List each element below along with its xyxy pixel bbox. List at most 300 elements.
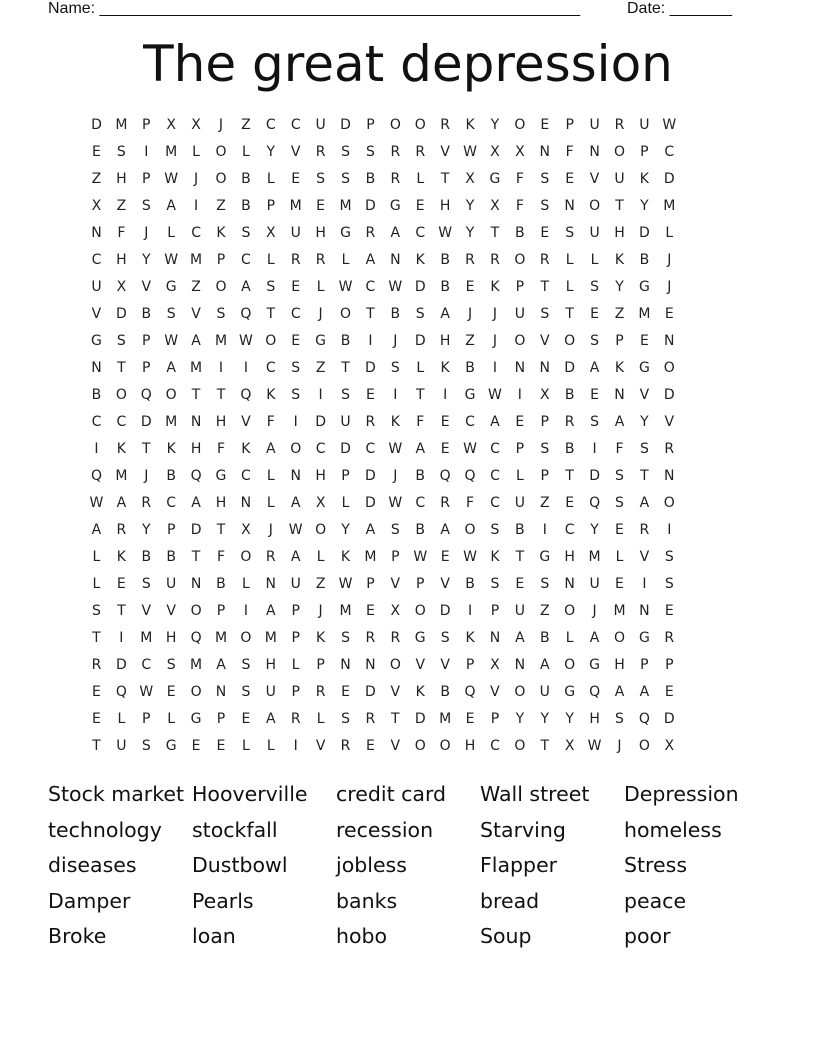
grid-letter[interactable]: X (539, 387, 550, 403)
grid-letter[interactable]: E (291, 279, 301, 295)
grid-letter[interactable]: L (316, 549, 325, 565)
grid-letter[interactable]: B (365, 171, 376, 187)
grid-letter[interactable]: Q (140, 387, 152, 403)
grid-letter[interactable]: Y (515, 711, 525, 727)
grid-letter[interactable]: T (565, 468, 574, 484)
grid-letter[interactable]: W (388, 279, 403, 295)
grid-letter[interactable]: X (166, 117, 176, 133)
grid-letter[interactable]: X (465, 171, 475, 187)
grid-letter[interactable]: K (490, 279, 500, 295)
grid-letter[interactable]: A (589, 360, 600, 376)
grid-letter[interactable]: A (390, 225, 401, 241)
grid-letter[interactable]: K (166, 441, 176, 457)
grid-letter[interactable]: V (539, 333, 550, 349)
word-search-grid[interactable] (84, 112, 732, 760)
grid-letter[interactable]: H (215, 414, 227, 430)
grid-letter[interactable]: F (515, 198, 524, 214)
grid-letter[interactable]: O (165, 387, 177, 403)
grid-letter[interactable]: X (490, 657, 500, 673)
grid-letter[interactable]: W (338, 279, 353, 295)
grid-letter[interactable]: T (216, 522, 226, 538)
grid-letter[interactable]: C (365, 441, 376, 457)
grid-letter[interactable]: T (440, 171, 450, 187)
grid-letter[interactable]: D (663, 711, 675, 727)
grid-letter[interactable]: X (315, 495, 326, 511)
grid-letter[interactable]: J (492, 333, 498, 349)
grid-letter[interactable]: V (91, 306, 102, 322)
grid-letter[interactable]: M (638, 306, 651, 322)
grid-letter[interactable]: R (440, 495, 450, 511)
grid-letter[interactable]: J (318, 306, 323, 322)
grid-letter[interactable]: L (167, 711, 176, 727)
grid-letter[interactable]: H (439, 198, 451, 214)
grid-letter[interactable]: W (463, 441, 477, 457)
grid-letter[interactable]: C (365, 279, 376, 295)
grid-letter[interactable]: A (116, 495, 127, 511)
grid-letter[interactable]: D (365, 684, 376, 700)
grid-letter[interactable]: T (565, 306, 574, 322)
grid-letter[interactable]: L (167, 225, 176, 241)
grid-letter[interactable]: E (615, 576, 624, 592)
grid-letter[interactable]: J (144, 468, 149, 484)
grid-letter[interactable]: Y (341, 522, 350, 538)
grid-letter[interactable]: U (166, 576, 177, 592)
grid-letter[interactable]: K (415, 684, 425, 700)
grid-letter[interactable]: V (290, 144, 301, 160)
grid-letter[interactable]: C (415, 225, 426, 241)
grid-letter[interactable]: T (490, 225, 500, 241)
grid-letter[interactable]: Q (464, 684, 476, 700)
grid-letter[interactable]: C (265, 117, 276, 133)
grid-letter[interactable]: T (615, 198, 624, 214)
grid-letter[interactable]: W (463, 144, 477, 160)
grid-letter[interactable]: T (366, 306, 375, 322)
grid-letter[interactable]: L (416, 171, 425, 187)
grid-letter[interactable]: G (215, 468, 227, 484)
grid-letter[interactable]: M (264, 630, 277, 646)
grid-letter[interactable]: E (590, 306, 599, 322)
grid-letter[interactable]: Q (638, 711, 650, 727)
grid-letter[interactable]: R (290, 252, 301, 268)
grid-letter[interactable]: D (190, 522, 202, 538)
grid-letter[interactable]: D (564, 360, 576, 376)
grid-letter[interactable]: C (315, 441, 326, 457)
grid-letter[interactable]: Y (266, 144, 276, 160)
grid-letter[interactable]: O (414, 117, 426, 133)
grid-letter[interactable]: R (490, 252, 500, 268)
grid-letter[interactable]: E (191, 738, 201, 754)
grid-letter[interactable]: I (293, 738, 298, 754)
grid-letter[interactable]: I (243, 360, 248, 376)
grid-letter[interactable]: S (540, 576, 550, 592)
grid-letter[interactable]: P (142, 333, 151, 349)
grid-letter[interactable]: W (388, 495, 403, 511)
grid-letter[interactable]: K (116, 441, 126, 457)
grid-letter[interactable]: R (415, 144, 426, 160)
grid-letter[interactable]: N (365, 657, 376, 673)
grid-letter[interactable]: V (166, 603, 176, 619)
grid-letter[interactable]: C (564, 522, 575, 538)
grid-letter[interactable]: E (92, 144, 101, 160)
grid-letter[interactable]: N (639, 603, 650, 619)
grid-letter[interactable]: P (640, 657, 649, 673)
grid-letter[interactable]: R (440, 117, 450, 133)
grid-letter[interactable]: S (166, 657, 176, 673)
grid-letter[interactable]: Z (315, 360, 326, 376)
grid-letter[interactable]: E (565, 171, 575, 187)
grid-letter[interactable]: C (141, 657, 152, 673)
grid-letter[interactable]: Y (640, 198, 649, 214)
grid-letter[interactable]: G (464, 387, 476, 403)
grid-letter[interactable]: D (365, 360, 376, 376)
grid-letter[interactable]: L (241, 738, 250, 754)
grid-letter[interactable]: V (639, 387, 650, 403)
grid-letter[interactable]: O (389, 117, 401, 133)
grid-letter[interactable]: K (241, 441, 251, 457)
grid-letter[interactable]: N (390, 252, 401, 268)
grid-letter[interactable]: N (265, 576, 277, 592)
grid-letter[interactable]: W (238, 333, 253, 349)
grid-letter[interactable]: S (540, 306, 550, 322)
grid-letter[interactable]: V (440, 576, 450, 592)
grid-letter[interactable]: D (663, 387, 675, 403)
grid-letter[interactable]: V (191, 306, 201, 322)
grid-letter[interactable]: E (216, 738, 226, 754)
grid-letter[interactable]: N (190, 414, 202, 430)
grid-letter[interactable]: G (165, 738, 177, 754)
grid-letter[interactable]: P (142, 117, 151, 133)
grid-letter[interactable]: X (390, 603, 401, 619)
grid-letter[interactable]: T (216, 387, 226, 403)
grid-letter[interactable]: I (642, 576, 647, 592)
grid-letter[interactable]: R (290, 711, 301, 727)
grid-letter[interactable]: I (393, 387, 398, 403)
grid-letter[interactable]: G (389, 198, 401, 214)
grid-letter[interactable]: M (214, 630, 228, 646)
grid-letter[interactable]: N (564, 576, 575, 592)
grid-letter[interactable]: O (215, 279, 227, 295)
grid-letter[interactable]: E (440, 549, 450, 565)
grid-letter[interactable]: D (91, 117, 102, 133)
grid-letter[interactable]: C (91, 252, 102, 268)
grid-letter[interactable]: E (664, 306, 674, 322)
grid-letter[interactable]: N (539, 144, 550, 160)
grid-letter[interactable]: D (140, 414, 152, 430)
grid-letter[interactable]: K (415, 252, 425, 268)
grid-letter[interactable]: R (340, 738, 351, 754)
grid-letter[interactable]: U (265, 684, 276, 700)
grid-letter[interactable]: S (664, 549, 674, 565)
grid-letter[interactable]: R (365, 225, 376, 241)
grid-letter[interactable]: S (540, 198, 550, 214)
grid-letter[interactable]: F (216, 441, 226, 457)
grid-letter[interactable]: D (589, 468, 600, 484)
grid-letter[interactable]: L (241, 576, 250, 592)
grid-letter[interactable]: A (191, 495, 201, 511)
grid-letter[interactable]: Q (90, 468, 102, 484)
grid-letter[interactable]: T (92, 630, 101, 646)
grid-letter[interactable]: N (514, 360, 526, 376)
grid-letter[interactable]: R (465, 252, 475, 268)
grid-letter[interactable]: K (639, 171, 649, 187)
grid-letter[interactable]: S (141, 576, 151, 592)
grid-letter[interactable]: R (664, 630, 675, 646)
grid-letter[interactable]: L (192, 144, 200, 160)
grid-letter[interactable]: Z (315, 576, 326, 592)
grid-letter[interactable]: N (190, 576, 202, 592)
grid-letter[interactable]: K (465, 117, 475, 133)
grid-letter[interactable]: S (266, 279, 276, 295)
grid-letter[interactable]: O (514, 252, 526, 268)
grid-letter[interactable]: S (216, 306, 226, 322)
grid-letter[interactable]: T (515, 549, 525, 565)
grid-letter[interactable]: O (564, 657, 576, 673)
grid-letter[interactable]: J (467, 306, 473, 322)
grid-letter[interactable]: W (89, 495, 104, 511)
grid-letter[interactable]: T (341, 360, 350, 376)
grid-letter[interactable]: C (490, 468, 500, 484)
grid-letter[interactable]: V (141, 279, 152, 295)
grid-letter[interactable]: E (565, 495, 575, 511)
grid-letter[interactable]: H (116, 171, 127, 187)
grid-letter[interactable]: B (515, 522, 525, 538)
grid-letter[interactable]: M (339, 603, 352, 619)
grid-letter[interactable]: V (490, 684, 500, 700)
grid-letter[interactable]: Y (490, 117, 500, 133)
grid-letter[interactable]: L (266, 171, 275, 187)
grid-letter[interactable]: J (667, 252, 672, 268)
grid-letter[interactable]: D (439, 603, 451, 619)
grid-letter[interactable]: P (665, 657, 674, 673)
grid-letter[interactable]: L (416, 360, 425, 376)
grid-letter[interactable]: S (116, 333, 126, 349)
grid-letter[interactable]: J (393, 468, 398, 484)
grid-letter[interactable]: A (266, 441, 276, 457)
grid-letter[interactable]: O (389, 657, 401, 673)
grid-letter[interactable]: N (514, 657, 526, 673)
grid-letter[interactable]: Y (540, 711, 550, 727)
grid-letter[interactable]: N (664, 333, 675, 349)
grid-letter[interactable]: G (340, 225, 351, 241)
grid-letter[interactable]: V (440, 657, 450, 673)
grid-letter[interactable]: E (540, 117, 550, 133)
grid-letter[interactable]: E (440, 441, 450, 457)
grid-letter[interactable]: Q (439, 468, 451, 484)
grid-letter[interactable]: S (141, 738, 151, 754)
grid-letter[interactable]: F (466, 495, 475, 511)
grid-letter[interactable]: D (115, 657, 127, 673)
grid-letter[interactable]: H (614, 225, 625, 241)
grid-letter[interactable]: N (489, 630, 501, 646)
grid-letter[interactable]: A (166, 198, 176, 214)
grid-letter[interactable]: Z (216, 198, 226, 214)
grid-letter[interactable]: O (215, 144, 227, 160)
grid-letter[interactable]: Z (191, 279, 201, 295)
grid-letter[interactable]: E (166, 684, 176, 700)
grid-letter[interactable]: M (588, 549, 601, 565)
grid-letter[interactable]: B (440, 279, 450, 295)
grid-letter[interactable]: U (614, 171, 625, 187)
grid-letter[interactable]: S (390, 522, 400, 538)
grid-letter[interactable]: W (164, 171, 179, 187)
grid-letter[interactable]: V (390, 576, 401, 592)
grid-letter[interactable]: K (614, 252, 625, 268)
grid-letter[interactable]: T (415, 387, 425, 403)
grid-letter[interactable]: H (589, 711, 600, 727)
grid-letter[interactable]: X (564, 738, 575, 754)
grid-letter[interactable]: B (241, 198, 251, 214)
grid-letter[interactable]: W (662, 117, 677, 133)
grid-letter[interactable]: K (614, 360, 625, 376)
grid-letter[interactable]: S (615, 495, 624, 511)
grid-letter[interactable]: S (166, 306, 176, 322)
grid-letter[interactable]: Z (539, 603, 550, 619)
grid-letter[interactable]: G (564, 684, 576, 700)
grid-letter[interactable]: R (315, 144, 326, 160)
grid-letter[interactable]: Q (240, 306, 252, 322)
grid-letter[interactable]: L (92, 549, 101, 565)
grid-letter[interactable]: A (440, 522, 450, 538)
grid-letter[interactable]: C (241, 252, 251, 268)
grid-letter[interactable]: Q (240, 387, 252, 403)
grid-letter[interactable]: M (115, 117, 128, 133)
grid-letter[interactable]: O (414, 738, 426, 754)
grid-letter[interactable]: O (240, 549, 252, 565)
grid-letter[interactable]: I (368, 333, 373, 349)
grid-letter[interactable]: A (216, 657, 226, 673)
grid-letter[interactable]: L (266, 495, 275, 511)
grid-letter[interactable]: O (240, 630, 252, 646)
grid-letter[interactable]: W (463, 549, 477, 565)
grid-letter[interactable]: R (390, 630, 401, 646)
grid-letter[interactable]: I (542, 522, 547, 538)
grid-letter[interactable]: P (366, 576, 375, 592)
grid-letter[interactable]: V (589, 171, 600, 187)
grid-letter[interactable]: B (141, 306, 152, 322)
grid-letter[interactable]: W (288, 522, 303, 538)
grid-letter[interactable]: S (341, 387, 350, 403)
grid-letter[interactable]: Z (539, 495, 550, 511)
grid-letter[interactable]: E (515, 576, 525, 592)
grid-letter[interactable]: S (565, 225, 575, 241)
grid-letter[interactable]: K (440, 360, 450, 376)
grid-letter[interactable]: M (663, 198, 676, 214)
grid-letter[interactable]: S (241, 225, 251, 241)
date-field-label[interactable]: Date: _______ (627, 0, 732, 17)
grid-letter[interactable]: I (94, 441, 99, 457)
grid-letter[interactable]: E (316, 198, 326, 214)
grid-letter[interactable]: Y (640, 414, 649, 430)
grid-letter[interactable]: N (290, 468, 301, 484)
grid-letter[interactable]: C (241, 468, 251, 484)
grid-letter[interactable]: I (443, 387, 448, 403)
grid-letter[interactable]: G (165, 279, 177, 295)
grid-letter[interactable]: P (291, 630, 300, 646)
grid-letter[interactable]: A (539, 657, 550, 673)
grid-letter[interactable]: T (117, 360, 126, 376)
grid-letter[interactable]: D (115, 306, 127, 322)
grid-letter[interactable]: B (415, 468, 426, 484)
grid-letter[interactable]: P (540, 468, 549, 484)
grid-letter[interactable]: T (191, 549, 201, 565)
grid-letter[interactable]: G (315, 333, 327, 349)
grid-letter[interactable]: N (91, 225, 102, 241)
grid-letter[interactable]: I (144, 144, 149, 160)
grid-letter[interactable]: A (91, 522, 102, 538)
grid-letter[interactable]: P (142, 360, 151, 376)
grid-letter[interactable]: K (340, 549, 351, 565)
grid-letter[interactable]: S (390, 360, 400, 376)
grid-letter[interactable]: L (590, 252, 599, 268)
grid-letter[interactable]: R (539, 252, 550, 268)
grid-letter[interactable]: I (194, 198, 199, 214)
grid-letter[interactable]: P (540, 414, 549, 430)
grid-letter[interactable]: O (315, 522, 327, 538)
grid-letter[interactable]: U (290, 225, 301, 241)
grid-letter[interactable]: D (639, 225, 650, 241)
grid-letter[interactable]: H (439, 333, 451, 349)
grid-letter[interactable]: B (91, 387, 102, 403)
grid-letter[interactable]: G (638, 279, 650, 295)
grid-letter[interactable]: B (340, 333, 351, 349)
grid-letter[interactable]: U (589, 576, 600, 592)
grid-letter[interactable]: M (339, 198, 352, 214)
grid-letter[interactable]: E (540, 225, 550, 241)
grid-letter[interactable]: O (290, 441, 302, 457)
grid-letter[interactable]: E (291, 171, 301, 187)
grid-letter[interactable]: H (165, 630, 177, 646)
grid-letter[interactable]: S (341, 711, 350, 727)
grid-letter[interactable]: M (214, 333, 228, 349)
grid-letter[interactable]: B (440, 252, 450, 268)
grid-letter[interactable]: L (341, 252, 350, 268)
grid-letter[interactable]: S (341, 171, 350, 187)
grid-letter[interactable]: M (364, 549, 377, 565)
grid-letter[interactable]: U (639, 117, 650, 133)
grid-letter[interactable]: H (315, 468, 326, 484)
grid-letter[interactable]: S (615, 468, 624, 484)
grid-letter[interactable]: C (166, 495, 177, 511)
grid-letter[interactable]: X (490, 198, 500, 214)
grid-letter[interactable]: A (266, 603, 276, 619)
grid-letter[interactable]: D (340, 441, 351, 457)
grid-letter[interactable]: A (440, 306, 450, 322)
grid-letter[interactable]: K (490, 549, 500, 565)
grid-letter[interactable]: H (265, 657, 277, 673)
grid-letter[interactable]: B (241, 171, 251, 187)
grid-letter[interactable]: M (439, 711, 452, 727)
grid-letter[interactable]: H (564, 549, 575, 565)
grid-letter[interactable]: L (291, 657, 300, 673)
grid-letter[interactable]: N (589, 144, 600, 160)
grid-letter[interactable]: R (91, 657, 102, 673)
grid-letter[interactable]: E (664, 603, 674, 619)
grid-letter[interactable]: A (639, 495, 650, 511)
grid-letter[interactable]: B (216, 576, 226, 592)
grid-letter[interactable]: O (613, 630, 625, 646)
grid-letter[interactable]: D (663, 171, 675, 187)
grid-letter[interactable]: O (464, 522, 476, 538)
grid-letter[interactable]: J (667, 279, 672, 295)
grid-letter[interactable]: U (539, 684, 550, 700)
grid-letter[interactable]: G (589, 657, 600, 673)
grid-letter[interactable]: E (365, 387, 375, 403)
grid-letter[interactable]: L (92, 576, 101, 592)
grid-letter[interactable]: L (266, 468, 275, 484)
grid-letter[interactable]: M (165, 414, 178, 430)
grid-letter[interactable]: R (315, 684, 326, 700)
grid-letter[interactable]: Q (190, 630, 202, 646)
